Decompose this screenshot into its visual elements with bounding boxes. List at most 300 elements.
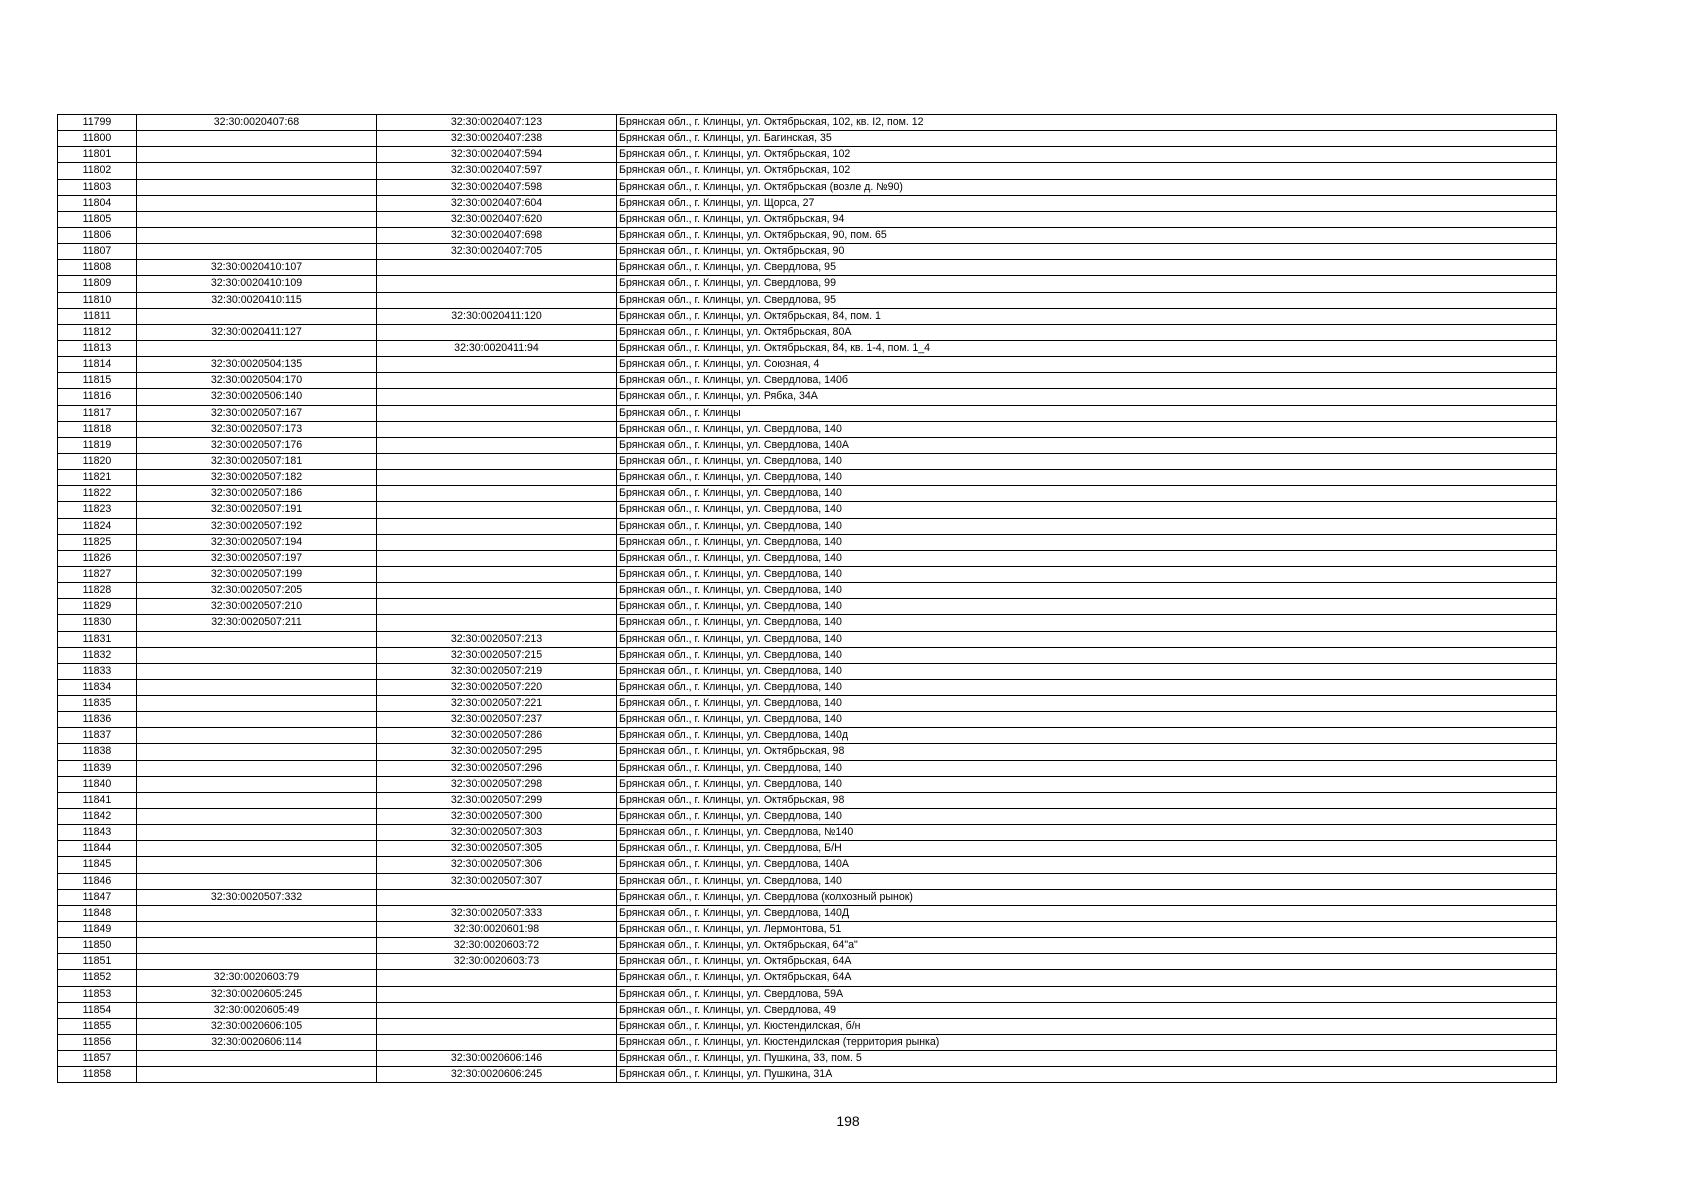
- cadastral-number-cell: 32:30:0020507:210: [137, 599, 377, 615]
- cadastral-number-cell: 32:30:0020506:140: [137, 389, 377, 405]
- row-number-cell: 11834: [58, 679, 137, 695]
- table-row: [58, 357, 1557, 373]
- address-cell: Брянская обл., г. Клинцы, ул. Свердлова, 140: [617, 486, 1557, 502]
- table-row: [58, 647, 1557, 663]
- address-cell: Брянская обл., г. Клинцы, ул. Свердлова, 140: [617, 421, 1557, 437]
- table-body: [58, 115, 1557, 1083]
- row-number-cell: 11813: [58, 340, 137, 356]
- object-number-cell: 32:30:0020407:698: [377, 227, 617, 243]
- row-number-cell: 11820: [58, 453, 137, 469]
- cadastral-number-cell: [137, 857, 377, 873]
- cadastral-number-cell: 32:30:0020410:107: [137, 260, 377, 276]
- row-number-cell: 11850: [58, 938, 137, 954]
- address-cell: Брянская обл., г. Клинцы, ул. Свердлова, 140б: [617, 373, 1557, 389]
- row-number-cell: 11840: [58, 776, 137, 792]
- cadastral-number-cell: [137, 696, 377, 712]
- address-cell: Брянская обл., г. Клинцы, ул. Свердлова (колхозный рынок): [617, 889, 1557, 905]
- table-row: [58, 841, 1557, 857]
- row-number-cell: 11830: [58, 615, 137, 631]
- object-number-cell: [377, 421, 617, 437]
- address-cell: Брянская обл., г. Клинцы, ул. Пушкина, 33, пом. 5: [617, 1051, 1557, 1067]
- row-number-cell: 11822: [58, 486, 137, 502]
- object-number-cell: [377, 502, 617, 518]
- object-number-cell: 32:30:0020507:215: [377, 647, 617, 663]
- cadastral-number-cell: 32:30:0020507:211: [137, 615, 377, 631]
- object-number-cell: [377, 437, 617, 453]
- table-row: [58, 163, 1557, 179]
- row-number-cell: 11833: [58, 663, 137, 679]
- address-cell: Брянская обл., г. Клинцы, ул. Октябрьская, 64А: [617, 954, 1557, 970]
- address-cell: Брянская обл., г. Клинцы, ул. Свердлова, 140: [617, 583, 1557, 599]
- object-number-cell: 32:30:0020507:295: [377, 744, 617, 760]
- address-cell: Брянская обл., г. Клинцы, ул. Октябрьская, 90, пом. 65: [617, 227, 1557, 243]
- table-row: [58, 583, 1557, 599]
- address-cell: Брянская обл., г. Клинцы, ул. Багинская, 35: [617, 131, 1557, 147]
- table-row: [58, 792, 1557, 808]
- table-row: [58, 534, 1557, 550]
- address-cell: Брянская обл., г. Клинцы, ул. Свердлова, 99: [617, 276, 1557, 292]
- row-number-cell: 11801: [58, 147, 137, 163]
- cadastral-number-cell: 32:30:0020605:245: [137, 986, 377, 1002]
- row-number-cell: 11832: [58, 647, 137, 663]
- row-number-cell: 11835: [58, 696, 137, 712]
- cadastral-number-cell: [137, 308, 377, 324]
- table-row: [58, 744, 1557, 760]
- cadastral-number-cell: [137, 809, 377, 825]
- cadastral-number-cell: 32:30:0020507:186: [137, 486, 377, 502]
- cadastral-number-cell: 32:30:0020606:114: [137, 1035, 377, 1051]
- row-number-cell: 11812: [58, 324, 137, 340]
- object-number-cell: [377, 486, 617, 502]
- table-row: [58, 1002, 1557, 1018]
- cadastral-number-cell: [137, 679, 377, 695]
- object-number-cell: [377, 1035, 617, 1051]
- cadastral-number-cell: [137, 163, 377, 179]
- cadastral-number-cell: [137, 792, 377, 808]
- object-number-cell: 32:30:0020507:221: [377, 696, 617, 712]
- cadastral-number-cell: [137, 728, 377, 744]
- cadastral-number-cell: 32:30:0020507:181: [137, 453, 377, 469]
- row-number-cell: 11837: [58, 728, 137, 744]
- object-number-cell: 32:30:0020411:120: [377, 308, 617, 324]
- cadastral-number-cell: 32:30:0020504:170: [137, 373, 377, 389]
- object-number-cell: 32:30:0020407:705: [377, 244, 617, 260]
- object-number-cell: [377, 566, 617, 582]
- row-number-cell: 11829: [58, 599, 137, 615]
- object-number-cell: 32:30:0020507:213: [377, 631, 617, 647]
- row-number-cell: 11848: [58, 905, 137, 921]
- object-number-cell: 32:30:0020507:306: [377, 857, 617, 873]
- table-row: [58, 776, 1557, 792]
- table-row: [58, 857, 1557, 873]
- cadastral-number-cell: [137, 760, 377, 776]
- row-number-cell: 11855: [58, 1018, 137, 1034]
- row-number-cell: 11846: [58, 873, 137, 889]
- row-number-cell: 11845: [58, 857, 137, 873]
- cadastral-number-cell: [137, 825, 377, 841]
- table-row: [58, 195, 1557, 211]
- address-cell: Брянская обл., г. Клинцы, ул. Октябрьская (возле д. №90): [617, 179, 1557, 195]
- cadastral-number-cell: [137, 873, 377, 889]
- row-number-cell: 11800: [58, 131, 137, 147]
- cadastral-number-cell: 32:30:0020504:135: [137, 357, 377, 373]
- object-number-cell: 32:30:0020507:305: [377, 841, 617, 857]
- table-row: [58, 599, 1557, 615]
- object-number-cell: [377, 1018, 617, 1034]
- cadastral-number-cell: 32:30:0020507:332: [137, 889, 377, 905]
- table-row: [58, 970, 1557, 986]
- cadastral-number-cell: 32:30:0020507:199: [137, 566, 377, 582]
- table-row: [58, 518, 1557, 534]
- address-cell: Брянская обл., г. Клинцы, ул. Свердлова, 140: [617, 809, 1557, 825]
- object-number-cell: [377, 470, 617, 486]
- row-number-cell: 11858: [58, 1067, 137, 1083]
- row-number-cell: 11826: [58, 550, 137, 566]
- table-row: [58, 373, 1557, 389]
- table-row: [58, 244, 1557, 260]
- row-number-cell: 11857: [58, 1051, 137, 1067]
- row-number-cell: 11805: [58, 211, 137, 227]
- row-number-cell: 11821: [58, 470, 137, 486]
- address-cell: Брянская обл., г. Клинцы, ул. Свердлова, 140: [617, 776, 1557, 792]
- object-number-cell: 32:30:0020507:219: [377, 663, 617, 679]
- cadastral-number-cell: 32:30:0020407:68: [137, 115, 377, 131]
- object-number-cell: 32:30:0020507:299: [377, 792, 617, 808]
- address-cell: Брянская обл., г. Клинцы, ул. Свердлова, 140: [617, 615, 1557, 631]
- object-number-cell: [377, 986, 617, 1002]
- row-number-cell: 11839: [58, 760, 137, 776]
- cadastral-number-cell: 32:30:0020507:167: [137, 405, 377, 421]
- object-number-cell: [377, 889, 617, 905]
- object-number-cell: [377, 276, 617, 292]
- object-number-cell: [377, 292, 617, 308]
- row-number-cell: 11818: [58, 421, 137, 437]
- address-cell: Брянская обл., г. Клинцы, ул. Свердлова, Б/Н: [617, 841, 1557, 857]
- address-cell: Брянская обл., г. Клинцы, ул. Свердлова, 140: [617, 679, 1557, 695]
- table-row: [58, 179, 1557, 195]
- object-number-cell: [377, 550, 617, 566]
- address-cell: Брянская обл., г. Клинцы, ул. Свердлова, 140А: [617, 857, 1557, 873]
- row-number-cell: 11852: [58, 970, 137, 986]
- table-row: [58, 905, 1557, 921]
- cadastral-number-cell: [137, 663, 377, 679]
- object-number-cell: 32:30:0020407:597: [377, 163, 617, 179]
- object-number-cell: 32:30:0020507:307: [377, 873, 617, 889]
- address-cell: Брянская обл., г. Клинцы, ул. Союзная, 4: [617, 357, 1557, 373]
- row-number-cell: 11819: [58, 437, 137, 453]
- address-cell: Брянская обл., г. Клинцы, ул. Октябрьская, 84, кв. 1-4, пом. 1_4: [617, 340, 1557, 356]
- table-row: [58, 873, 1557, 889]
- address-cell: Брянская обл., г. Клинцы, ул. Октябрьская, 102: [617, 147, 1557, 163]
- table-row: [58, 453, 1557, 469]
- object-number-cell: [377, 357, 617, 373]
- table-row: [58, 889, 1557, 905]
- object-number-cell: 32:30:0020507:296: [377, 760, 617, 776]
- address-cell: Брянская обл., г. Клинцы: [617, 405, 1557, 421]
- address-cell: Брянская обл., г. Клинцы, ул. Октябрьская, 102, кв. I2, пом. 12: [617, 115, 1557, 131]
- table-row: [58, 131, 1557, 147]
- object-number-cell: 32:30:0020507:333: [377, 905, 617, 921]
- object-number-cell: 32:30:0020407:620: [377, 211, 617, 227]
- cadastral-number-cell: [137, 744, 377, 760]
- cadastral-number-cell: [137, 227, 377, 243]
- object-number-cell: [377, 970, 617, 986]
- row-number-cell: 11849: [58, 922, 137, 938]
- table-row: [58, 760, 1557, 776]
- table-row: [58, 728, 1557, 744]
- address-cell: Брянская обл., г. Клинцы, ул. Кюстендилская (территория рынка): [617, 1035, 1557, 1051]
- table-row: [58, 502, 1557, 518]
- address-cell: Брянская обл., г. Клинцы, ул. Свердлова, 140: [617, 696, 1557, 712]
- object-number-cell: 32:30:0020603:73: [377, 954, 617, 970]
- address-cell: Брянская обл., г. Клинцы, ул. Рябка, 34А: [617, 389, 1557, 405]
- address-cell: Брянская обл., г. Клинцы, ул. Октябрьская, 94: [617, 211, 1557, 227]
- address-cell: Брянская обл., г. Клинцы, ул. Свердлова, 140: [617, 712, 1557, 728]
- object-number-cell: [377, 583, 617, 599]
- cadastral-number-cell: [137, 922, 377, 938]
- address-cell: Брянская обл., г. Клинцы, ул. Свердлова, 140: [617, 663, 1557, 679]
- row-number-cell: 11825: [58, 534, 137, 550]
- row-number-cell: 11847: [58, 889, 137, 905]
- row-number-cell: 11842: [58, 809, 137, 825]
- address-cell: Брянская обл., г. Клинцы, ул. Свердлова, 140: [617, 518, 1557, 534]
- cadastral-number-cell: 32:30:0020410:115: [137, 292, 377, 308]
- cadastral-number-cell: [137, 1051, 377, 1067]
- table-row: [58, 566, 1557, 582]
- table-row: [58, 712, 1557, 728]
- table-row: [58, 324, 1557, 340]
- row-number-cell: 11836: [58, 712, 137, 728]
- cadastral-number-cell: [137, 647, 377, 663]
- row-number-cell: 11854: [58, 1002, 137, 1018]
- address-cell: Брянская обл., г. Клинцы, ул. Свердлова, 140: [617, 453, 1557, 469]
- cadastral-number-cell: 32:30:0020507:192: [137, 518, 377, 534]
- address-cell: Брянская обл., г. Клинцы, ул. Свердлова, 140А: [617, 437, 1557, 453]
- row-number-cell: 11806: [58, 227, 137, 243]
- address-cell: Брянская обл., г. Клинцы, ул. Пушкина, 31А: [617, 1067, 1557, 1083]
- address-cell: Брянская обл., г. Клинцы, ул. Свердлова, 95: [617, 260, 1557, 276]
- row-number-cell: 11815: [58, 373, 137, 389]
- row-number-cell: 11853: [58, 986, 137, 1002]
- address-cell: Брянская обл., г. Клинцы, ул. Октябрьская, 98: [617, 744, 1557, 760]
- table-row: [58, 1067, 1557, 1083]
- object-number-cell: 32:30:0020507:237: [377, 712, 617, 728]
- row-number-cell: 11824: [58, 518, 137, 534]
- address-cell: Брянская обл., г. Клинцы, ул. Свердлова, 140: [617, 631, 1557, 647]
- object-number-cell: 32:30:0020507:303: [377, 825, 617, 841]
- row-number-cell: 11814: [58, 357, 137, 373]
- table-row: [58, 389, 1557, 405]
- row-number-cell: 11828: [58, 583, 137, 599]
- object-number-cell: [377, 599, 617, 615]
- row-number-cell: 11808: [58, 260, 137, 276]
- object-number-cell: 32:30:0020407:238: [377, 131, 617, 147]
- row-number-cell: 11802: [58, 163, 137, 179]
- cadastral-number-cell: [137, 954, 377, 970]
- address-cell: Брянская обл., г. Клинцы, ул. Свердлова, №140: [617, 825, 1557, 841]
- address-cell: Брянская обл., г. Клинцы, ул. Свердлова, 140: [617, 566, 1557, 582]
- table-row: [58, 227, 1557, 243]
- table-row: [58, 550, 1557, 566]
- cadastral-number-cell: [137, 179, 377, 195]
- address-cell: Брянская обл., г. Клинцы, ул. Свердлова, 140: [617, 534, 1557, 550]
- address-cell: Брянская обл., г. Клинцы, ул. Октябрьская, 98: [617, 792, 1557, 808]
- table-row: [58, 115, 1557, 131]
- table-row: [58, 922, 1557, 938]
- row-number-cell: 11844: [58, 841, 137, 857]
- cadastral-number-cell: 32:30:0020507:176: [137, 437, 377, 453]
- row-number-cell: 11809: [58, 276, 137, 292]
- table-row: [58, 663, 1557, 679]
- address-cell: Брянская обл., г. Клинцы, ул. Свердлова, 95: [617, 292, 1557, 308]
- table-row: [58, 211, 1557, 227]
- table-row: [58, 954, 1557, 970]
- cadastral-number-cell: 32:30:0020507:205: [137, 583, 377, 599]
- row-number-cell: 11856: [58, 1035, 137, 1051]
- row-number-cell: 11831: [58, 631, 137, 647]
- table-row: [58, 615, 1557, 631]
- table-row: [58, 147, 1557, 163]
- object-number-cell: 32:30:0020407:594: [377, 147, 617, 163]
- table-row: [58, 276, 1557, 292]
- cadastral-number-cell: 32:30:0020603:79: [137, 970, 377, 986]
- object-number-cell: [377, 1002, 617, 1018]
- address-cell: Брянская обл., г. Клинцы, ул. Октябрьская, 90: [617, 244, 1557, 260]
- cadastral-number-cell: 32:30:0020606:105: [137, 1018, 377, 1034]
- cadastral-number-cell: [137, 776, 377, 792]
- table-row: [58, 1035, 1557, 1051]
- cadastral-number-cell: 32:30:0020507:182: [137, 470, 377, 486]
- object-number-cell: 32:30:0020411:94: [377, 340, 617, 356]
- object-number-cell: 32:30:0020507:220: [377, 679, 617, 695]
- cadastral-number-cell: [137, 147, 377, 163]
- address-cell: Брянская обл., г. Клинцы, ул. Свердлова, 140: [617, 760, 1557, 776]
- object-number-cell: [377, 373, 617, 389]
- table-row: [58, 260, 1557, 276]
- address-cell: Брянская обл., г. Клинцы, ул. Свердлова, 140: [617, 647, 1557, 663]
- table-row: [58, 486, 1557, 502]
- address-cell: Брянская обл., г. Клинцы, ул. Октябрьская, 64"а": [617, 938, 1557, 954]
- table-row: [58, 696, 1557, 712]
- row-number-cell: 11807: [58, 244, 137, 260]
- object-number-cell: 32:30:0020606:146: [377, 1051, 617, 1067]
- object-number-cell: 32:30:0020606:245: [377, 1067, 617, 1083]
- row-number-cell: 11827: [58, 566, 137, 582]
- table-row: [58, 421, 1557, 437]
- object-number-cell: 32:30:0020601:98: [377, 922, 617, 938]
- table-row: [58, 938, 1557, 954]
- object-number-cell: 32:30:0020603:72: [377, 938, 617, 954]
- table-row: [58, 340, 1557, 356]
- cadastral-number-cell: 32:30:0020507:194: [137, 534, 377, 550]
- table-row: [58, 825, 1557, 841]
- address-cell: Брянская обл., г. Клинцы, ул. Свердлова, 140д: [617, 728, 1557, 744]
- row-number-cell: 11810: [58, 292, 137, 308]
- row-number-cell: 11804: [58, 195, 137, 211]
- cadastral-number-cell: [137, 195, 377, 211]
- address-cell: Брянская обл., г. Клинцы, ул. Свердлова, 140: [617, 599, 1557, 615]
- address-cell: Брянская обл., г. Клинцы, ул. Свердлова, 140: [617, 470, 1557, 486]
- cadastral-number-cell: [137, 340, 377, 356]
- row-number-cell: 11816: [58, 389, 137, 405]
- table-row: [58, 1018, 1557, 1034]
- table-row: [58, 809, 1557, 825]
- row-number-cell: 11823: [58, 502, 137, 518]
- address-cell: Брянская обл., г. Клинцы, ул. Свердлова, 140Д: [617, 905, 1557, 921]
- cadastral-number-cell: [137, 631, 377, 647]
- address-cell: Брянская обл., г. Клинцы, ул. Октябрьская, 84, пом. 1: [617, 308, 1557, 324]
- table-row: [58, 470, 1557, 486]
- table-row: [58, 292, 1557, 308]
- address-cell: Брянская обл., г. Клинцы, ул. Свердлова, 59А: [617, 986, 1557, 1002]
- cadastral-number-cell: [137, 131, 377, 147]
- row-number-cell: 11799: [58, 115, 137, 131]
- cadastral-number-cell: 32:30:0020507:197: [137, 550, 377, 566]
- address-cell: Брянская обл., г. Клинцы, ул. Свердлова, 140: [617, 550, 1557, 566]
- cadastral-number-cell: [137, 712, 377, 728]
- object-number-cell: 32:30:0020407:123: [377, 115, 617, 131]
- cadastral-number-cell: [137, 244, 377, 260]
- cadastral-number-cell: [137, 211, 377, 227]
- cadastral-number-cell: [137, 938, 377, 954]
- row-number-cell: 11811: [58, 308, 137, 324]
- object-number-cell: [377, 324, 617, 340]
- cadastral-number-cell: [137, 841, 377, 857]
- row-number-cell: 11843: [58, 825, 137, 841]
- object-number-cell: [377, 615, 617, 631]
- object-number-cell: [377, 534, 617, 550]
- row-number-cell: 11817: [58, 405, 137, 421]
- cadastral-table: [57, 114, 1557, 1083]
- address-cell: Брянская обл., г. Клинцы, ул. Свердлова, 140: [617, 873, 1557, 889]
- cadastral-number-cell: 32:30:0020507:173: [137, 421, 377, 437]
- object-number-cell: [377, 405, 617, 421]
- table-row: [58, 308, 1557, 324]
- row-number-cell: 11841: [58, 792, 137, 808]
- address-cell: Брянская обл., г. Клинцы, ул. Лермонтова, 51: [617, 922, 1557, 938]
- row-number-cell: 11838: [58, 744, 137, 760]
- address-cell: Брянская обл., г. Клинцы, ул. Щорса, 27: [617, 195, 1557, 211]
- address-cell: Брянская обл., г. Клинцы, ул. Кюстендилская, б/н: [617, 1018, 1557, 1034]
- row-number-cell: 11851: [58, 954, 137, 970]
- row-number-cell: 11803: [58, 179, 137, 195]
- object-number-cell: 32:30:0020407:598: [377, 179, 617, 195]
- cadastral-number-cell: 32:30:0020605:49: [137, 1002, 377, 1018]
- page-number: 198: [836, 1113, 860, 1129]
- object-number-cell: 32:30:0020507:300: [377, 809, 617, 825]
- table-row: [58, 437, 1557, 453]
- cadastral-number-cell: 32:30:0020410:109: [137, 276, 377, 292]
- table-row: [58, 405, 1557, 421]
- table-row: [58, 1051, 1557, 1067]
- cadastral-number-cell: 32:30:0020411:127: [137, 324, 377, 340]
- object-number-cell: [377, 260, 617, 276]
- object-number-cell: [377, 518, 617, 534]
- object-number-cell: 32:30:0020407:604: [377, 195, 617, 211]
- address-cell: Брянская обл., г. Клинцы, ул. Октябрьская, 80А: [617, 324, 1557, 340]
- object-number-cell: [377, 453, 617, 469]
- cadastral-number-cell: [137, 905, 377, 921]
- cadastral-number-cell: [137, 1067, 377, 1083]
- address-cell: Брянская обл., г. Клинцы, ул. Октябрьская, 64А: [617, 970, 1557, 986]
- object-number-cell: 32:30:0020507:286: [377, 728, 617, 744]
- address-cell: Брянская обл., г. Клинцы, ул. Свердлова, 49: [617, 1002, 1557, 1018]
- address-cell: Брянская обл., г. Клинцы, ул. Свердлова, 140: [617, 502, 1557, 518]
- address-cell: Брянская обл., г. Клинцы, ул. Октябрьская, 102: [617, 163, 1557, 179]
- cadastral-number-cell: 32:30:0020507:191: [137, 502, 377, 518]
- table-row: [58, 679, 1557, 695]
- object-number-cell: [377, 389, 617, 405]
